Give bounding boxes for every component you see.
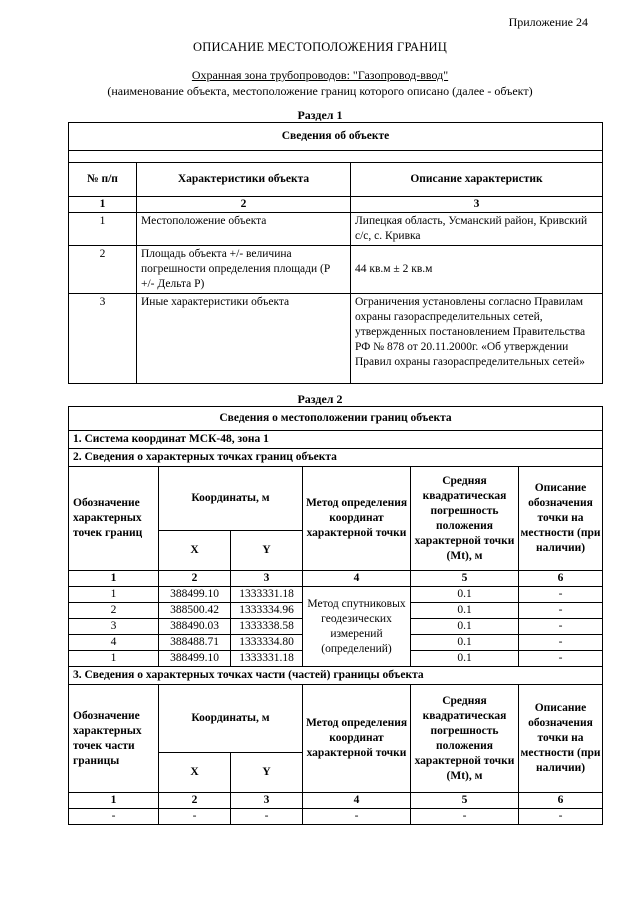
part-cell: - — [411, 809, 519, 825]
spacer-row — [69, 151, 603, 163]
col-index-cell: 1 — [69, 571, 159, 587]
col-index-cell: 6 — [519, 793, 603, 809]
point-error: 0.1 — [411, 651, 519, 667]
section2-title: Раздел 2 — [297, 392, 343, 406]
point-id: 3 — [69, 619, 159, 635]
col-index-cell: 1 — [69, 793, 159, 809]
row-number: 2 — [69, 246, 137, 294]
table-row — [69, 246, 603, 294]
part-cell: - — [231, 809, 303, 825]
col-index-cell: 3 — [231, 793, 303, 809]
point-id: 1 — [69, 587, 159, 603]
col-index-cell: 4 — [303, 571, 411, 587]
section2-heading: Сведения о местоположении границ объекта — [69, 407, 603, 431]
col-header-part-designation: Обозначение характерных точек части границы — [69, 685, 159, 793]
points-heading: 2. Сведения о характерных точках границ объекта — [69, 449, 603, 467]
point-description: - — [519, 651, 603, 667]
characteristic-name: Иные характеристики объекта — [137, 294, 351, 384]
col-header-y: Y — [231, 531, 303, 571]
point-description: - — [519, 603, 603, 619]
col-header-x: X — [159, 531, 231, 571]
row-number: 3 — [69, 294, 137, 384]
table-row — [69, 809, 603, 825]
part-cell: - — [159, 809, 231, 825]
point-id: 4 — [69, 635, 159, 651]
table-row — [69, 213, 603, 246]
part-cell: - — [303, 809, 411, 825]
point-description: - — [519, 619, 603, 635]
point-y: 1333331.18 — [231, 587, 303, 603]
point-y: 1333334.80 — [231, 635, 303, 651]
col-header-part-x: X — [159, 753, 231, 793]
measurement-method: Метод спутниковых геодезических измерений (определений) — [303, 587, 411, 667]
col-header-part-y: Y — [231, 753, 303, 793]
col-index-cell: 3 — [351, 197, 603, 213]
point-id: 2 — [69, 603, 159, 619]
appendix-label: Приложение 24 — [508, 15, 588, 29]
section2-table — [68, 406, 603, 825]
point-error: 0.1 — [411, 635, 519, 651]
col-index-cell: 6 — [519, 571, 603, 587]
col-header-designation: Обозначение характерных точек границ — [69, 467, 159, 571]
point-error: 0.1 — [411, 603, 519, 619]
col-index-cell: 2 — [137, 197, 351, 213]
section1-heading: Сведения об объекте — [69, 123, 603, 151]
point-x: 388499.10 — [159, 651, 231, 667]
col-header-error: Средняя квадратическая погрешность положения характерной точки (Mt), м — [411, 467, 519, 571]
document-title: ОПИСАНИЕ МЕСТОПОЛОЖЕНИЯ ГРАНИЦ — [193, 40, 447, 54]
part-cell: - — [519, 809, 603, 825]
row-number: 1 — [69, 213, 137, 246]
col-header-point-description: Описание обозначения точки на местности (при наличии) — [519, 467, 603, 571]
col-index-cell: 1 — [69, 197, 137, 213]
point-id: 1 — [69, 651, 159, 667]
col-header-description: Описание характеристик — [351, 163, 603, 197]
col-header-coordinates: Координаты, м — [159, 467, 303, 531]
col-index-cell: 5 — [411, 571, 519, 587]
point-error: 0.1 — [411, 619, 519, 635]
point-description: - — [519, 587, 603, 603]
coordinate-system: 1. Система координат МСК-48, зона 1 — [69, 431, 603, 449]
point-x: 388499.10 — [159, 587, 231, 603]
point-description: - — [519, 635, 603, 651]
table-row — [69, 294, 603, 384]
point-error: 0.1 — [411, 587, 519, 603]
col-index-cell: 5 — [411, 793, 519, 809]
section1-title: Раздел 1 — [297, 108, 343, 122]
characteristic-value: Ограничения установлены согласно Правилам охраны газораспределительных сетей, утвержденных постановлением Правительства РФ № 878 от 20.11.2000г. «Об утверждении Правил охраны газораспределительных сетей» — [351, 294, 603, 384]
part-cell: - — [69, 809, 159, 825]
characteristic-value: 44 кв.м ± 2 кв.м — [351, 246, 603, 294]
col-index-cell: 2 — [159, 571, 231, 587]
col-header-part-method: Метод определения координат характерной точки — [303, 685, 411, 793]
point-y: 1333334.96 — [231, 603, 303, 619]
point-x: 388500.42 — [159, 603, 231, 619]
col-index-cell: 2 — [159, 793, 231, 809]
table-row — [69, 587, 603, 603]
object-name: Охранная зона трубопроводов: "Газопровод-ввод" — [191, 68, 449, 82]
point-y: 1333331.18 — [231, 651, 303, 667]
col-header-characteristics: Характеристики объекта — [137, 163, 351, 197]
col-header-part-error: Средняя квадратическая погрешность положения характерной точки (Mt), м — [411, 685, 519, 793]
col-header-num: № п/п — [69, 163, 137, 197]
point-x: 388490.03 — [159, 619, 231, 635]
characteristic-value: Липецкая область, Усманский район, Кривский с/с, с. Кривка — [351, 213, 603, 246]
characteristic-name: Местоположение объекта — [137, 213, 351, 246]
point-x: 388488.71 — [159, 635, 231, 651]
point-y: 1333338.58 — [231, 619, 303, 635]
parts-heading: 3. Сведения о характерных точках части (частей) границы объекта — [69, 667, 603, 685]
characteristic-name: Площадь объекта +/- величина погрешности определения площади (Р +/- Дельта Р) — [137, 246, 351, 294]
col-header-method: Метод определения координат характерной точки — [303, 467, 411, 571]
col-index-cell: 4 — [303, 793, 411, 809]
section1-table — [68, 122, 603, 384]
col-index-cell: 3 — [231, 571, 303, 587]
col-header-part-coordinates: Координаты, м — [159, 685, 303, 753]
object-caption: (наименование объекта, местоположение границ которого описано (далее - объект) — [107, 84, 533, 98]
col-header-part-description: Описание обозначения точки на местности (при наличии) — [519, 685, 603, 793]
